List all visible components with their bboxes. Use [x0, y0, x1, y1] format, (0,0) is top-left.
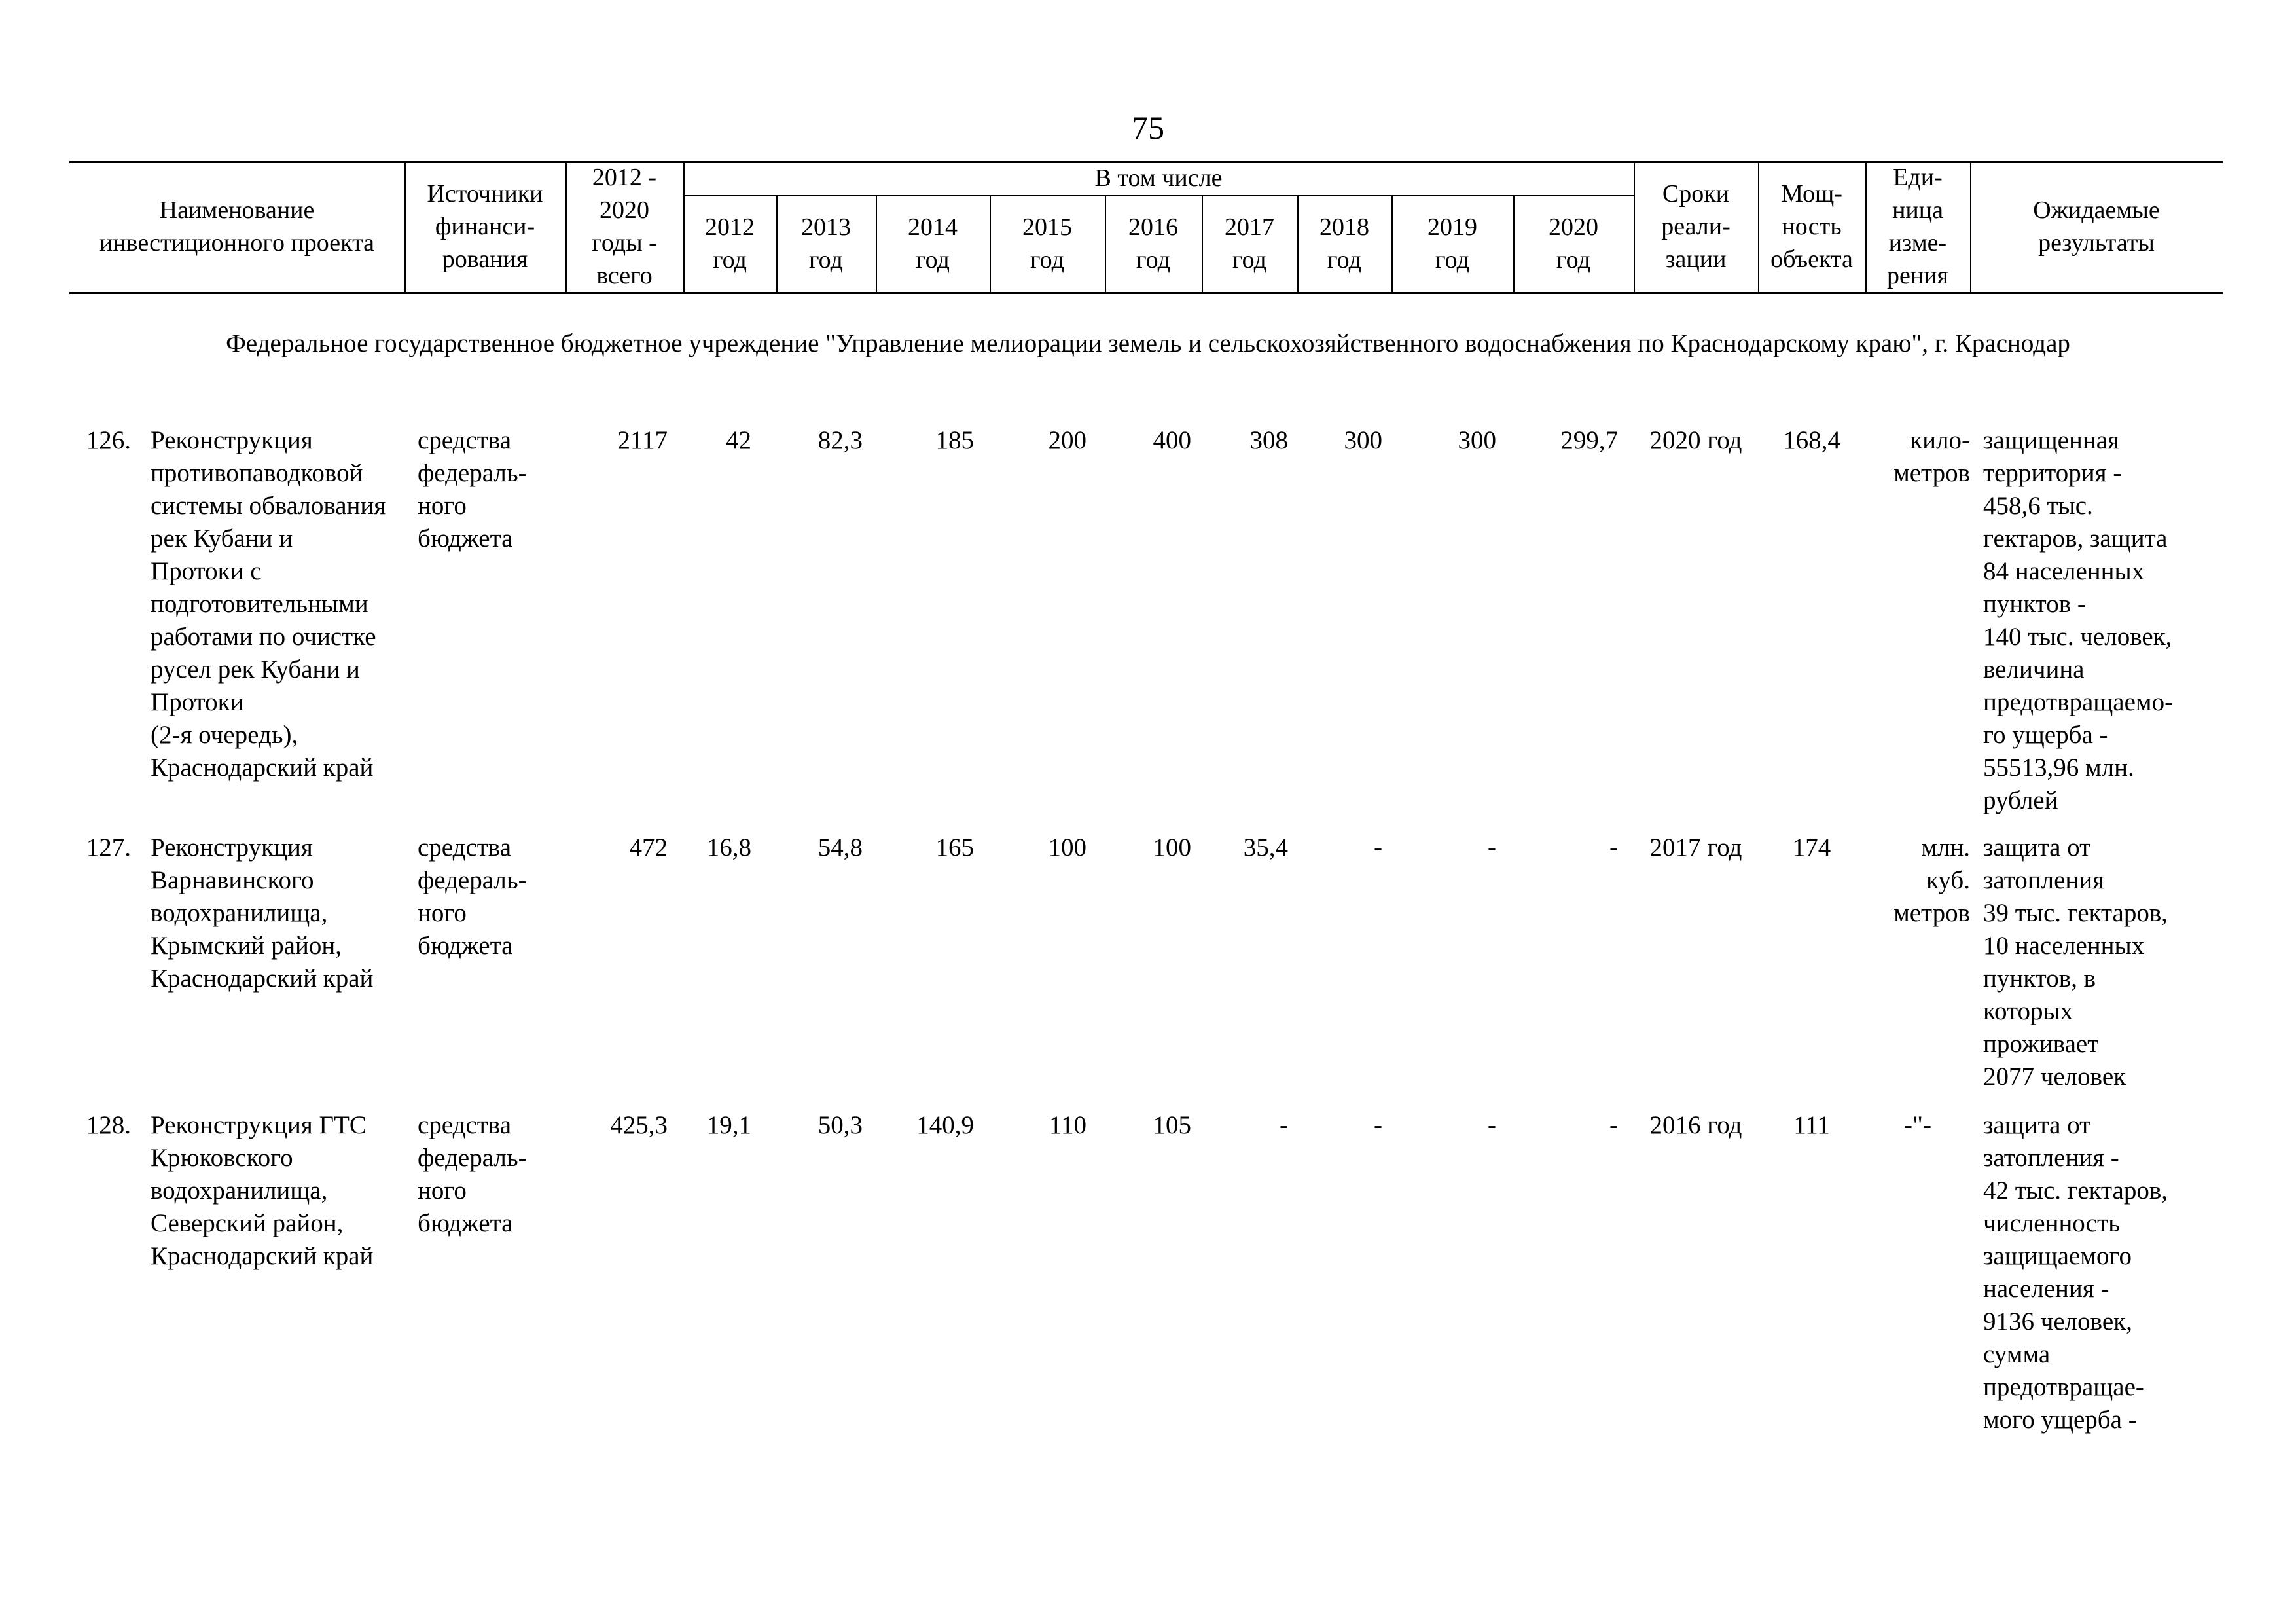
value-2019: 300: [1458, 426, 1496, 454]
term: 2016 год: [1649, 1111, 1742, 1139]
capacity: 168,4: [1783, 426, 1840, 454]
value-2014: 165: [935, 833, 974, 862]
total-value: 425,3: [610, 1111, 668, 1139]
header-year-2020: 2020 год: [1549, 213, 1598, 274]
value-2016: 400: [1153, 426, 1191, 454]
project-name: Реконструкция Варнавинского водохранилища, Крымский район, Краснодарский край: [151, 833, 374, 993]
value-2020: -: [1609, 1111, 1618, 1139]
value-2015: 200: [1048, 426, 1086, 454]
section-title: Федеральное государственное бюджетное учреждение "Управление мелиорации земель и сельскохозяйственного водоснабжения по Краснодарскому краю", г. Краснодар: [226, 329, 2070, 357]
header-including: В том числе: [1094, 164, 1223, 192]
value-2018: -: [1374, 833, 1382, 862]
value-2013: 54,8: [817, 833, 863, 862]
value-2018: 300: [1344, 426, 1382, 454]
value-2020: -: [1609, 833, 1618, 862]
value-2016: 100: [1153, 833, 1191, 862]
row-number: 127.: [86, 833, 131, 862]
row-number: 128.: [86, 1111, 131, 1139]
expected-results: защита от затопления - 42 тыс. гектаров, численность защищаемого населения - 9136 человек, сумма предотвращае- мого ущерба -: [1983, 1111, 2168, 1434]
value-2015: 100: [1048, 833, 1086, 862]
header-terms: Сроки реали- зации: [1661, 180, 1731, 273]
value-2012: 16,8: [706, 833, 751, 862]
term: 2020 год: [1649, 426, 1742, 454]
value-2017: 35,4: [1243, 833, 1288, 862]
value-2017: -: [1280, 1111, 1288, 1139]
header-year-2016: 2016 год: [1128, 213, 1178, 274]
value-2013: 82,3: [817, 426, 863, 454]
header-funding-source: Источники финанси- рования: [427, 180, 543, 273]
header-year-2013: 2013 год: [801, 213, 851, 274]
capacity: 111: [1793, 1111, 1830, 1139]
capacity: 174: [1792, 833, 1831, 862]
project-name: Реконструкция ГТС Крюковского водохранилища, Северский район, Краснодарский край: [151, 1111, 374, 1270]
row-number: 126.: [86, 426, 131, 454]
value-2015: 110: [1049, 1111, 1086, 1139]
header-year-2014: 2014 год: [908, 213, 958, 274]
value-2014: 185: [935, 426, 974, 454]
header-capacity: Мощ- ность объекта: [1770, 180, 1853, 273]
value-2016: 105: [1153, 1111, 1191, 1139]
term: 2017 год: [1649, 833, 1742, 862]
page-number: 75: [1132, 109, 1164, 146]
total-value: 472: [629, 833, 668, 862]
funding-source: средства федераль- ного бюджета: [418, 1111, 527, 1237]
value-2012: 42: [726, 426, 751, 454]
table-header: [69, 161, 2223, 296]
unit: кило- метров: [1893, 426, 1970, 487]
header-project-name: Наименование инвестиционного проекта: [99, 196, 375, 257]
unit: -"-: [1904, 1111, 1931, 1139]
header-year-2019: 2019 год: [1427, 213, 1477, 274]
value-2018: -: [1374, 1111, 1382, 1139]
value-2019: -: [1488, 833, 1496, 862]
header-year-2015: 2015 год: [1022, 213, 1072, 274]
header-total: 2012 - 2020 годы - всего: [592, 164, 657, 289]
total-value: 2117: [617, 426, 668, 454]
value-2013: 50,3: [817, 1111, 863, 1139]
project-name: Реконструкция противопаводковой системы обвалования рек Кубани и Протоки с подготовительными работами по очистке русел рек Кубани и Протоки (2-я очередь), Краснодарский край: [151, 426, 386, 782]
expected-results: защита от затопления 39 тыс. гектаров, 10 населенных пунктов, в которых проживает 2077 человек: [1983, 833, 2168, 1091]
expected-results: защищенная территория - 458,6 тыс. гектаров, защита 84 населенных пунктов - 140 тыс. человек, величина предотвращаемо- го ущерба - 55513,96 млн. рублей: [1983, 426, 2174, 814]
funding-source: средства федераль- ного бюджета: [418, 426, 527, 553]
unit: млн. куб. метров: [1893, 833, 1970, 927]
header-year-2012: 2012 год: [705, 213, 755, 274]
header-unit: Еди- ница изме- рения: [1886, 164, 1949, 289]
header-year-2018: 2018 год: [1319, 213, 1369, 274]
value-2019: -: [1488, 1111, 1496, 1139]
value-2020: 299,7: [1560, 426, 1618, 454]
header-expected-results: Ожидаемые результаты: [2033, 196, 2160, 257]
funding-source: средства федераль- ного бюджета: [418, 833, 527, 960]
value-2012: 19,1: [706, 1111, 751, 1139]
value-2017: 308: [1249, 426, 1288, 454]
value-2014: 140,9: [916, 1111, 974, 1139]
header-year-2017: 2017 год: [1225, 213, 1274, 274]
